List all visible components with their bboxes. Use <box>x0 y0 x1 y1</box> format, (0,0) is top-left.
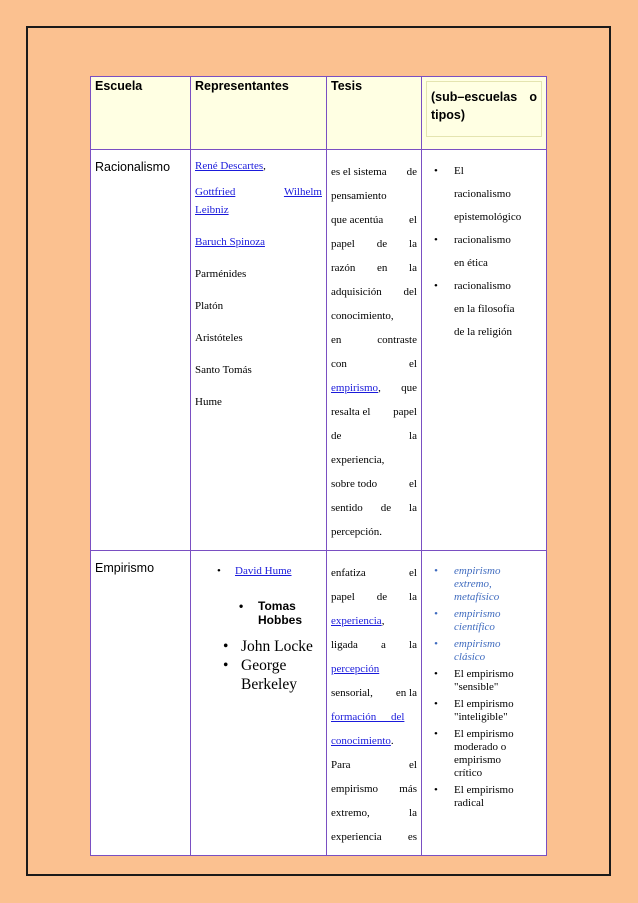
list-item: • empirismo científico <box>430 608 540 634</box>
tesis-cell: enfatiza el papel de la experiencia, ligada a la percepción sensorial, en la formación del conocimiento. Para el empirismo más extremo, la experiencia es <box>327 551 422 856</box>
list-item: • El empirismo radical <box>430 784 540 810</box>
table-row <box>91 150 547 551</box>
link-formacion[interactable]: formación del <box>331 711 405 723</box>
tipos-cell <box>422 150 547 551</box>
list-item: • El empirismo "inteligible" <box>430 698 540 724</box>
link-empirismo[interactable]: empirismo <box>331 382 379 394</box>
header-representantes: Representantes <box>191 77 327 150</box>
table-row <box>91 551 547 856</box>
link-experiencia[interactable]: experiencia <box>331 615 382 627</box>
list-item: • racionalismo en ética <box>430 229 540 275</box>
escuela-cell: Racionalismo <box>91 150 191 551</box>
tipos-cell <box>422 551 547 856</box>
list-item: • El empirismo "sensible" <box>430 668 540 694</box>
list-item: • El racionalismo epistemológico <box>430 160 540 229</box>
link-percepcion[interactable]: percepción <box>331 663 380 675</box>
representantes-cell <box>191 551 327 856</box>
list-item: • George Berkeley <box>195 656 322 694</box>
link-rene-descartes[interactable]: René Descartes <box>195 160 264 172</box>
list-item: • empirismo clásico <box>430 638 540 664</box>
header-escuela: Escuela <box>91 77 191 150</box>
representantes-cell: René Descartes, Gottfried Wilhelm Leibniz Baruch Spinoza Parménides Platón Aristóteles Santo Tomás Hume <box>191 150 327 551</box>
link-david-hume[interactable]: David Hume <box>235 565 292 577</box>
list-item: • John Locke <box>195 637 322 656</box>
link-baruch-spinoza[interactable]: Baruch Spinoza <box>195 236 265 248</box>
header-tipos: (sub–escuelas o tipos) <box>422 77 547 150</box>
escuela-cell: Empirismo <box>91 551 191 856</box>
table-header-row <box>91 77 547 150</box>
link-leibniz-1[interactable]: Gottfried <box>195 186 236 198</box>
link-leibniz-3[interactable]: Leibniz <box>195 204 229 216</box>
list-item: • racionalismo en la filosofía de la religión <box>430 275 540 344</box>
list-item: • El empirismo moderado o empirismo crítico <box>430 728 540 780</box>
list-item: • empirismo extremo, metafísico <box>430 565 540 604</box>
list-item: • Tomas Hobbes <box>195 599 322 627</box>
tesis-cell: es el sistema de pensamiento que acentúa el papel de la razón en la adquisición del conocimiento, en contraste con el empirismo, que resalta el papel de la experiencia, sobre todo el sentido de la percepción. <box>327 150 422 551</box>
link-leibniz-2[interactable]: Wilhelm <box>283 186 322 198</box>
header-tesis: Tesis <box>327 77 422 150</box>
schools-table <box>90 76 547 856</box>
link-conocimiento[interactable]: conocimiento <box>331 735 391 747</box>
